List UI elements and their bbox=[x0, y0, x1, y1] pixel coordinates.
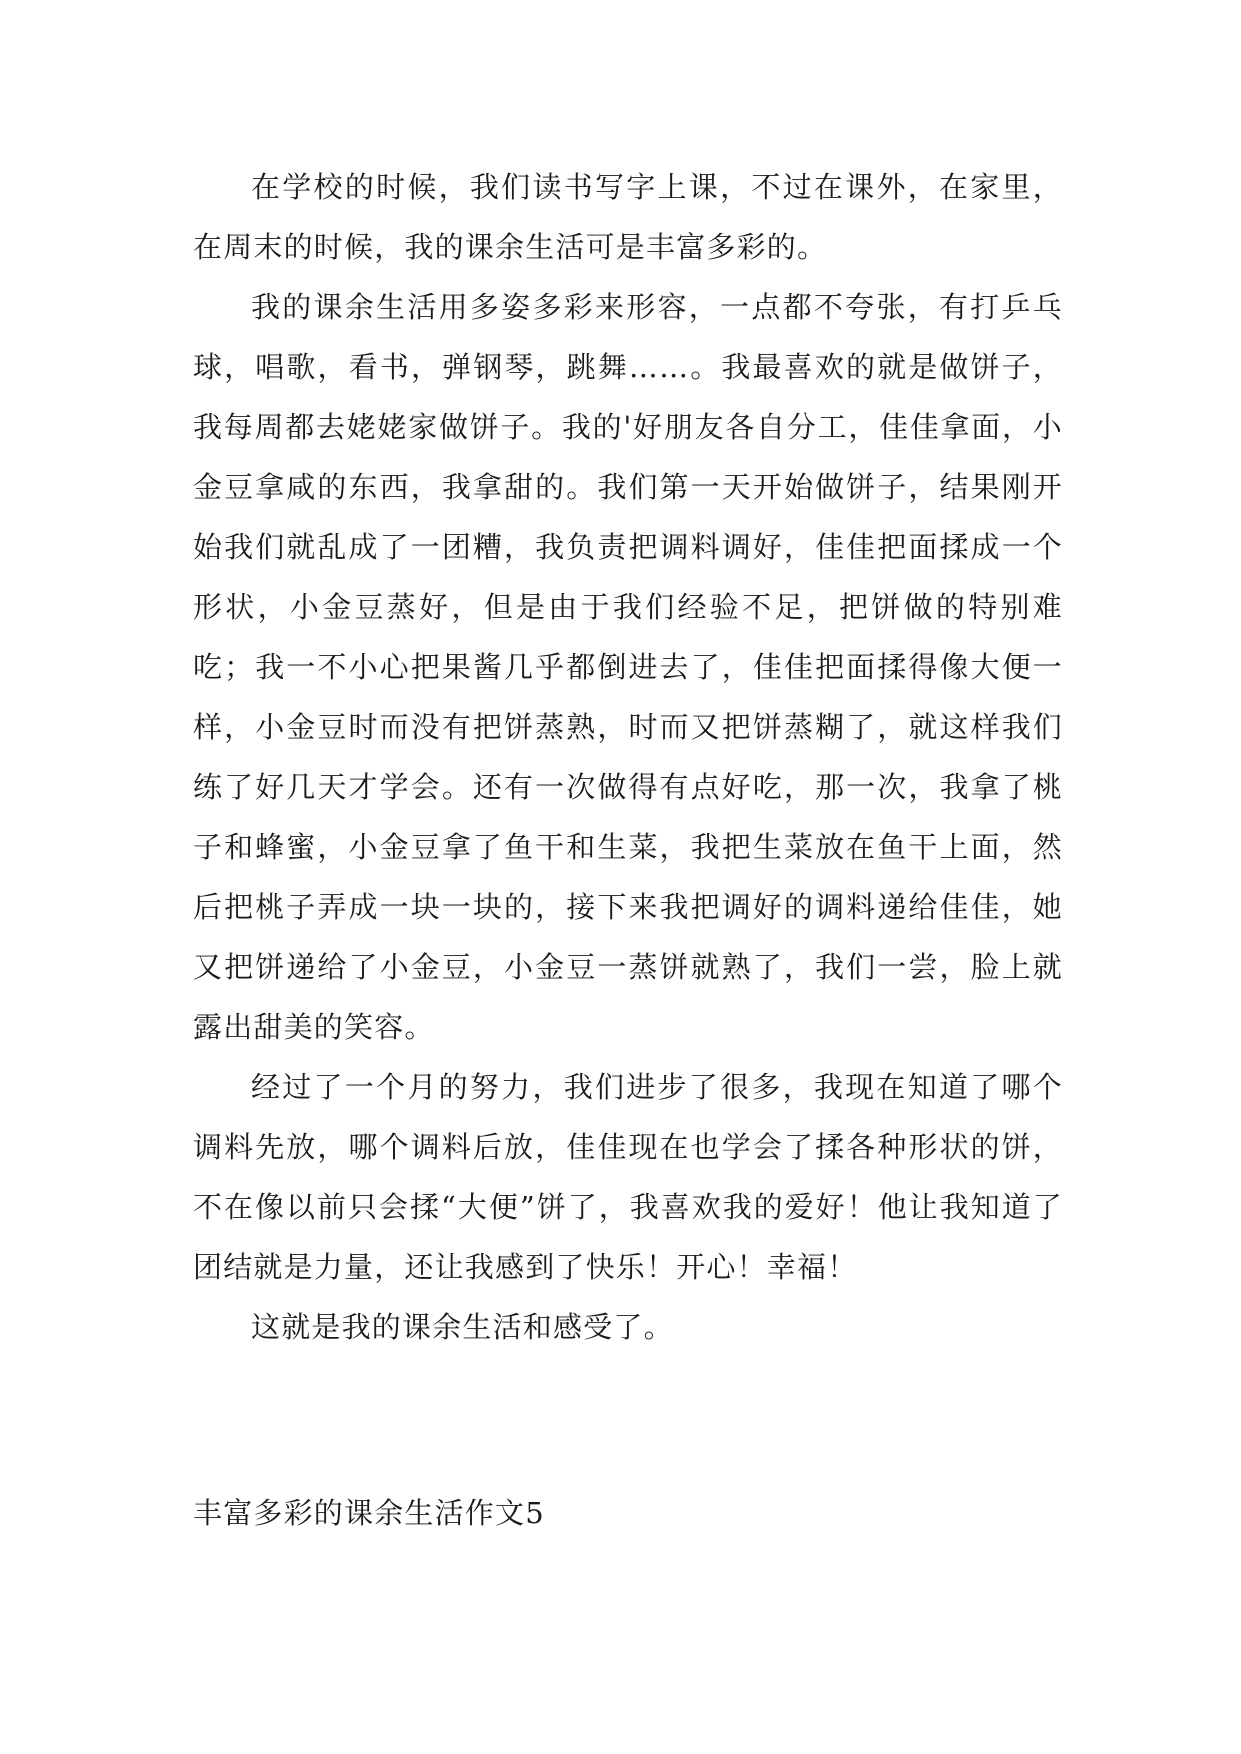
paragraph-3: 经过了一个月的努力，我们进步了很多，我现在知道了哪个调料先放，哪个调料后放，佳佳现在也学会了揉各种形状的饼，不在像以前只会揉“大便”饼了，我喜欢我的爱好！他让我知道了团结就是力量，还让我感到了快乐！开心！幸福！ bbox=[193, 1070, 1063, 1284]
paragraph-2: 我的课余生活用多姿多彩来形容，一点都不夸张，有打乒乓球，唱歌，看书，弹钢琴，跳舞……。我最喜欢的就是做饼子，我每周都去姥姥家做饼子。我的'好朋友各自分工，佳佳拿面，小金豆拿咸的东西，我拿甜的。我们第一天开始做饼子，结果刚开始我们就乱成了一团糟，我负责把调料调好，佳佳把面揉成一个形状，小金豆蒸好，但是由于我们经验不足，把饼做的特别难吃；我一不小心把果酱几乎都倒进去了，佳佳把面揉得像大便一样，小金豆时而没有把饼蒸熟，时而又把饼蒸糊了，就这样我们练了好几天才学会。还有一次做得有点好吃，那一次，我拿了桃子和蜂蜜，小金豆拿了鱼干和生菜，我把生菜放在鱼干上面，然后把桃子弄成一块一块的，接下来我把调好的调料递给佳佳，她又把饼递给了小金豆，小金豆一蒸饼就熟了，我们一尝，脸上就露出甜美的笑容。 bbox=[193, 290, 1063, 1044]
next-article-heading: 丰富多彩的课余生活作文5 bbox=[193, 1496, 545, 1530]
paragraph-4: 这就是我的课余生活和感受了。 bbox=[251, 1310, 674, 1344]
article-body bbox=[193, 157, 1063, 1357]
paragraph-1: 在学校的时候，我们读书写字上课，不过在课外，在家里，在周末的时候，我的课余生活可是丰富多彩的。 bbox=[193, 170, 1063, 264]
